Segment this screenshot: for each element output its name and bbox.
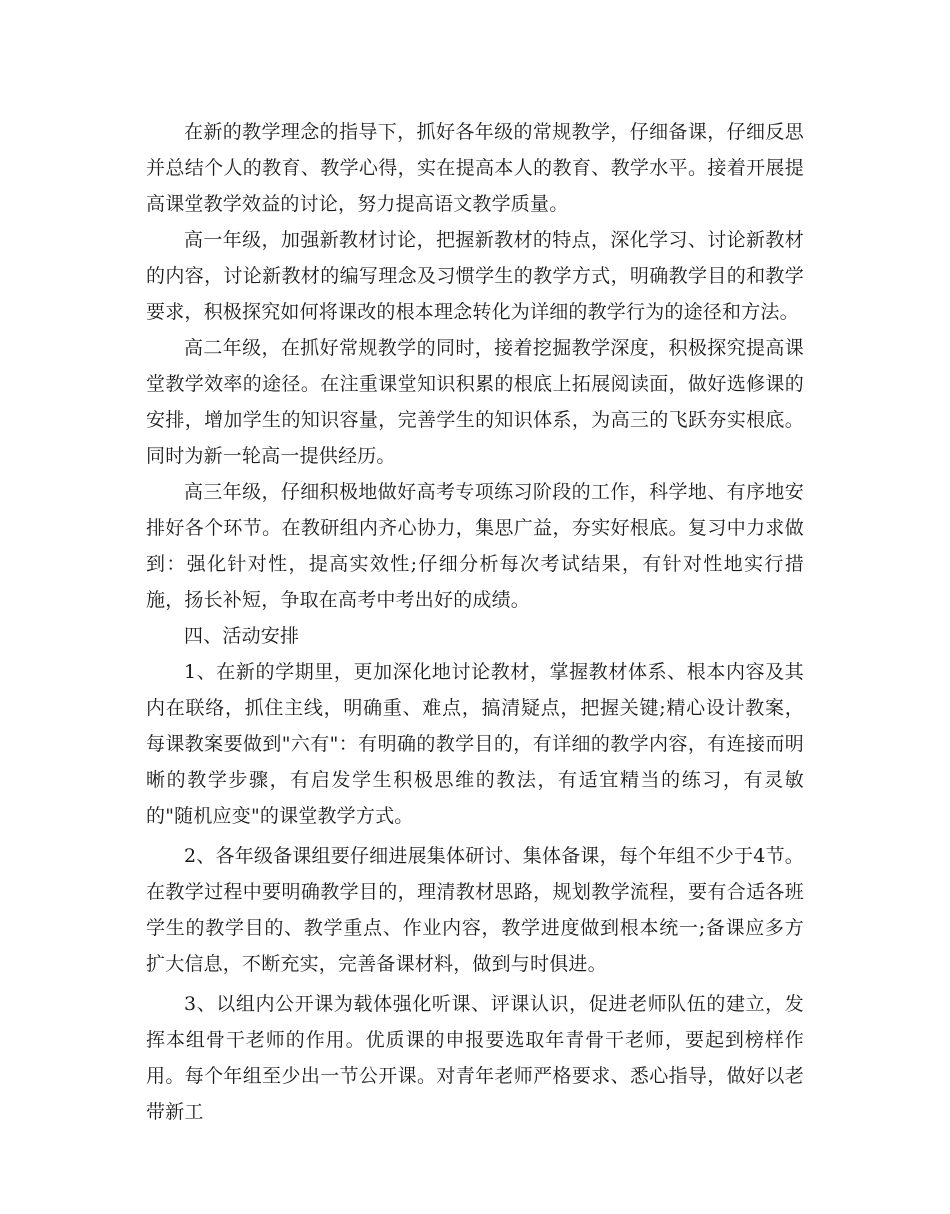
paragraph-activity-1: 1、在新的学期里，更加深化地讨论教材，掌握教材体系、根本内容及其内在联络，抓住主线，明确重、难点，搞清疑点，把握关键;精心设计教案，每课教案要做到"六有"：有明确的教学目的，有详细的教学内容，有连接而明晰的教学步骤，有启发学生积极思维的教法，有适宜精当的练习，有灵敏的"随机应变"的课堂教学方式。 xyxy=(146,661,804,827)
paragraph-grade-three: 高三年级，仔细积极地做好高考专项练习阶段的工作，科学地、有序地安排好各个环节。在教研组内齐心协力，集思广益，夯实好根底。复习中力求做到：强化针对性，提高实效性;仔细分析每次考试结果，有针对性地实行措施，扬长补短，争取在高考中考出好的成绩。 xyxy=(146,481,804,611)
paragraph-grade-one: 高一年级，加强新教材讨论，把握新教材的特点，深化学习、讨论新教材的内容，讨论新教材的编写理念及习惯学生的教学方式，明确教学目的和教学要求，积极探究如何将课改的根本理念转化为详细的教学行为的途径和方法。 xyxy=(146,229,804,323)
section-heading-activities: 四、活动安排 xyxy=(184,625,300,647)
document-body xyxy=(146,114,804,1130)
paragraph-teaching-philosophy: 在新的教学理念的指导下，抓好各年级的常规教学，仔细备课，仔细反思并总结个人的教育、教学心得，实在提高本人的教育、教学水平。接着开展提高课堂教学效益的讨论，努力提高语文教学质量。 xyxy=(146,121,804,215)
paragraph-grade-two: 高二年级，在抓好常规教学的同时，接着挖掘教学深度，积极探究提高课堂教学效率的途径。在注重课堂知识积累的根底上拓展阅读面，做好选修课的安排，增加学生的知识容量，完善学生的知识体系，为高三的飞跃夯实根底。同时为新一轮高一提供经历。 xyxy=(146,337,804,467)
paragraph-activity-2: 2、各年级备课组要仔细进展集体研讨、集体备课，每个年组不少于4节。在教学过程中要明确教学目的，理清教材思路，规划教学流程，要有合适各班学生的教学目的、教学重点、作业内容，教学进度做到根本统一;备课应多方扩大信息，不断充实，完善备课材料，做到与时俱进。 xyxy=(146,845,804,975)
paragraph-activity-3: 3、以组内公开课为载体强化听课、评课认识，促进老师队伍的建立，发挥本组骨干老师的作用。优质课的申报要选取年青骨干老师，要起到榜样作用。每个年组至少出一节公开课。对青年老师严格要求、悉心指导，做好以老带新工 xyxy=(146,993,804,1123)
